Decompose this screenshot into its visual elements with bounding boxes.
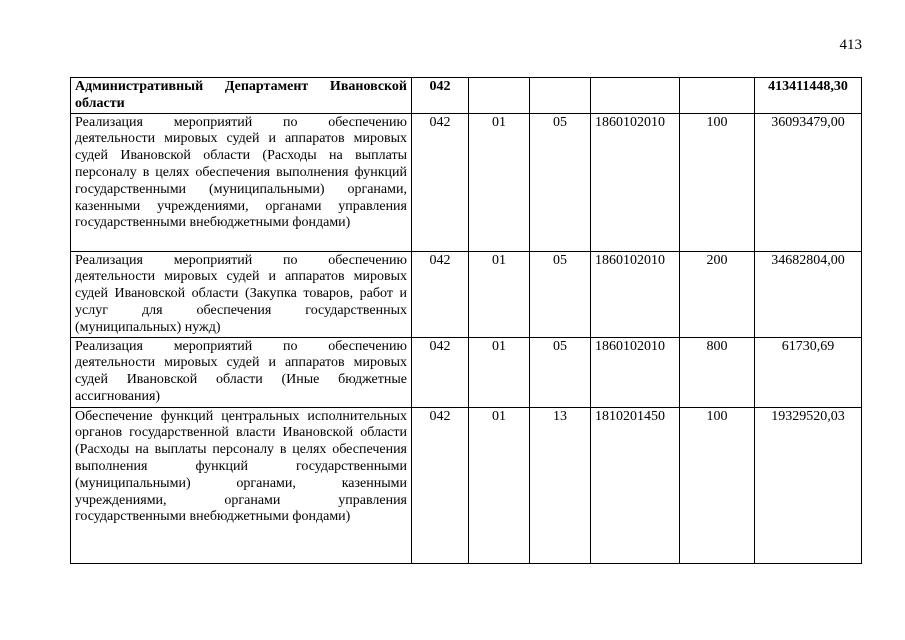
row-subsection: 05 [530, 251, 591, 337]
vr-cell [680, 78, 755, 114]
table-row [71, 337, 862, 407]
amount-cell: 413411448,30 [755, 78, 862, 114]
department-name: Административный Департамент Ивановской области [71, 78, 412, 114]
section-cell [469, 78, 530, 114]
subsection-cell [530, 78, 591, 114]
row-section: 01 [469, 337, 530, 407]
table-row [71, 407, 862, 563]
row-name: Реализация мероприятий по обеспечению деятельности мировых судей и аппаратов мировых судей Ивановской области (Расходы на выплаты персоналу в целях обеспечения выполнения функций государственными (муниципальными) органами, казенными учреждениями, органами управления государственными внебюджетными фондами) [71, 113, 412, 251]
row-csr: 1860102010 [591, 113, 680, 251]
row-amount: 36093479,00 [755, 113, 862, 251]
csr-cell [591, 78, 680, 114]
row-csr: 1860102010 [591, 337, 680, 407]
row-vr: 100 [680, 113, 755, 251]
row-amount: 19329520,03 [755, 407, 862, 563]
row-section: 01 [469, 113, 530, 251]
row-code: 042 [412, 251, 469, 337]
row-name: Реализация мероприятий по обеспечению деятельности мировых судей и аппаратов мировых судей Ивановской области (Иные бюджетные ассигнования) [71, 337, 412, 407]
row-vr: 200 [680, 251, 755, 337]
row-csr: 1860102010 [591, 251, 680, 337]
row-amount: 61730,69 [755, 337, 862, 407]
row-code: 042 [412, 407, 469, 563]
row-subsection: 05 [530, 113, 591, 251]
row-csr: 1810201450 [591, 407, 680, 563]
row-vr: 100 [680, 407, 755, 563]
row-subsection: 13 [530, 407, 591, 563]
row-name: Реализация мероприятий по обеспечению деятельности мировых судей и аппаратов мировых судей Ивановской области (Закупка товаров, работ и услуг для обеспечения государственных (муниципальных) нужд) [71, 251, 412, 337]
row-code: 042 [412, 337, 469, 407]
row-subsection: 05 [530, 337, 591, 407]
budget-table [70, 77, 862, 564]
department-code: 042 [412, 78, 469, 114]
row-code: 042 [412, 113, 469, 251]
row-section: 01 [469, 251, 530, 337]
row-vr: 800 [680, 337, 755, 407]
row-section: 01 [469, 407, 530, 563]
row-amount: 34682804,00 [755, 251, 862, 337]
table-row [71, 113, 862, 251]
page-number: 413 [839, 37, 862, 53]
table-row-department [71, 78, 862, 114]
table-row [71, 251, 862, 337]
row-name: Обеспечение функций центральных исполнительных органов государственной власти Ивановской области (Расходы на выплаты персоналу в целях обеспечения выполнения функций государственными (муниципальными) органами, казенными учреждениями, органами управления государственными внебюджетными фондами) [71, 407, 412, 563]
